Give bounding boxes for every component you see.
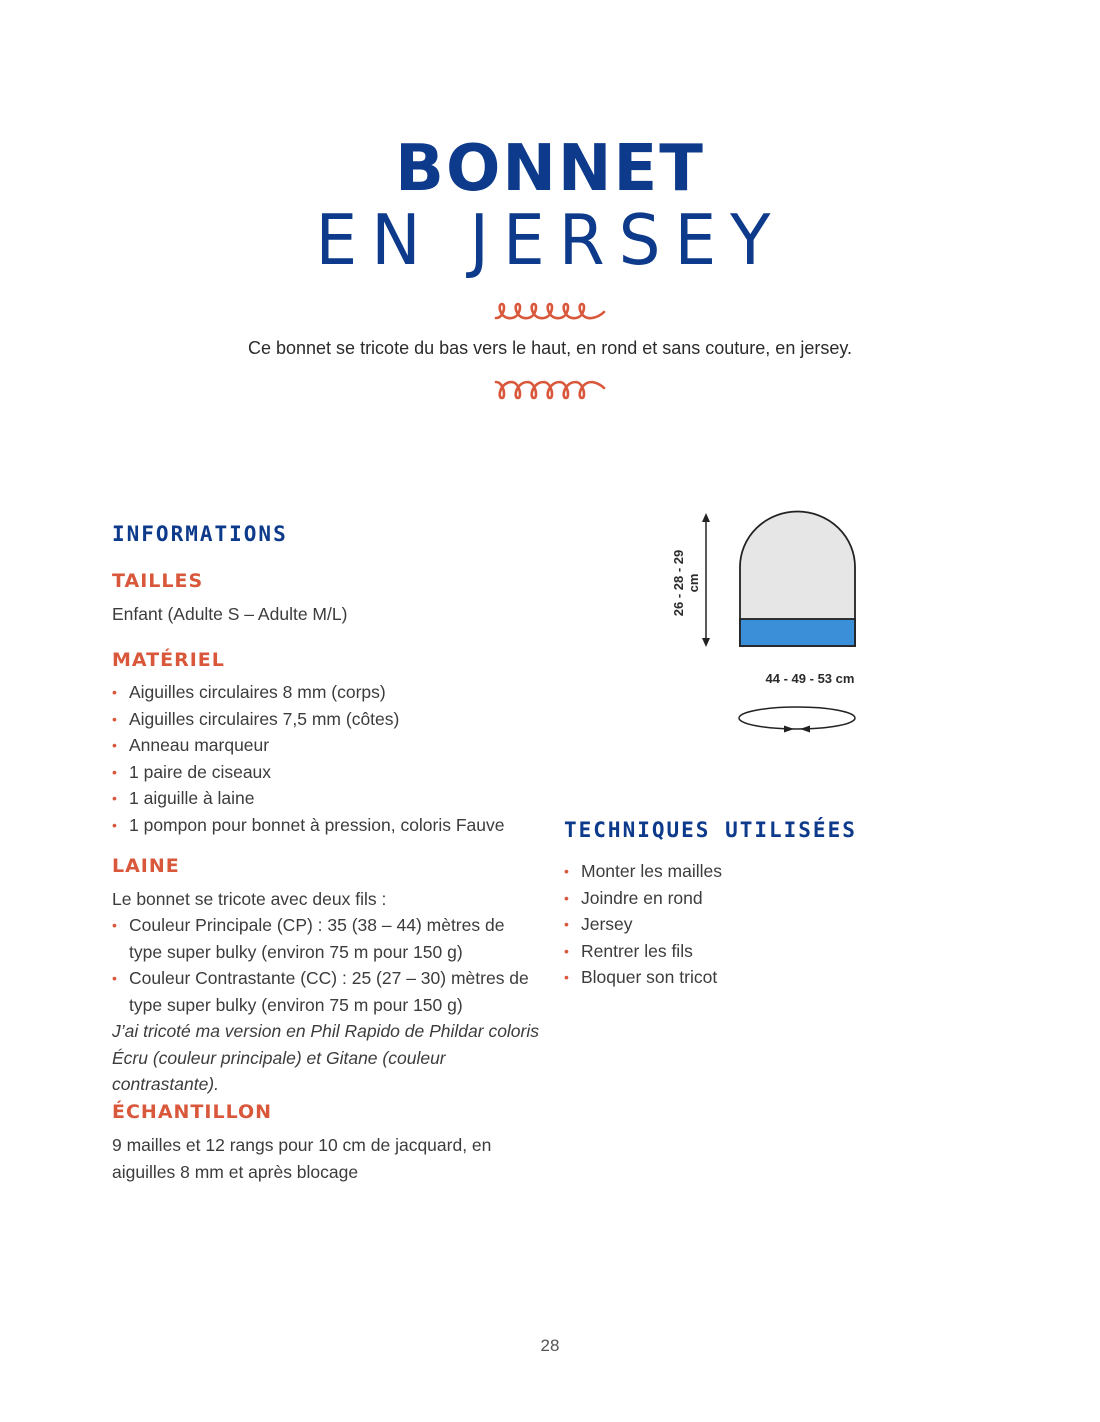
squiggle-decoration-top — [494, 300, 606, 326]
hat-diagram — [670, 505, 870, 745]
list-item: • Anneau marqueur — [112, 732, 552, 759]
laine-intro: Le bonnet se tricote avec deux fils : — [112, 889, 387, 909]
squiggle-decoration-bottom — [494, 376, 606, 402]
techniques-heading: TECHNIQUES UTILISÉES — [564, 818, 857, 842]
height-arrow-top — [702, 513, 710, 522]
circumference-ellipse — [739, 707, 855, 729]
list-item: • 1 paire de ciseaux — [112, 759, 552, 786]
informations-heading: INFORMATIONS — [112, 522, 288, 546]
materiel-heading: MATÉRIEL — [112, 649, 225, 671]
list-item: • 1 pompon pour bonnet à pression, coloris Fauve — [112, 812, 552, 839]
list-item: • Rentrer les fils — [564, 938, 864, 965]
page-number: 28 — [540, 1336, 560, 1355]
height-arrow-bottom — [702, 638, 710, 647]
list-item: • Joindre en rond — [564, 885, 864, 912]
list-item: • Couleur Principale (CP) : 35 (38 – 44) mètres de type super bulky (environ 75 m pour 150 g) — [112, 912, 542, 965]
materiel-list — [112, 679, 552, 838]
width-label: 44 - 49 - 53 cm — [765, 671, 855, 686]
subtitle: Ce bonnet se tricote du bas vers le haut, en rond et sans couture, en jersey. — [247, 338, 853, 358]
echantillon-heading: ÉCHANTILLON — [112, 1101, 273, 1123]
list-item: • Jersey — [564, 911, 864, 938]
height-label: 26 - 28 - 29 cm — [671, 549, 701, 617]
circumference-arrow-left — [800, 726, 810, 733]
tailles-text: Enfant (Adulte S – Adulte M/L) — [112, 604, 348, 624]
list-item: • Aiguilles circulaires 8 mm (corps) — [112, 679, 552, 706]
page-title-line2: EN JERSEY — [315, 200, 785, 281]
list-item: • 1 aiguille à laine — [112, 785, 552, 812]
tailles-heading: TAILLES — [112, 570, 204, 592]
page-title-line1: BONNET — [395, 132, 705, 206]
list-item: • Bloquer son tricot — [564, 964, 864, 991]
laine-heading: LAINE — [112, 855, 180, 877]
list-item: • Aiguilles circulaires 7,5 mm (côtes) — [112, 706, 552, 733]
laine-note: J’ai tricoté ma version en Phil Rapido de Phildar coloris Écru (couleur principale) et Gitane (couleur contrastante). — [112, 1021, 540, 1094]
list-item: • Monter les mailles — [564, 858, 864, 885]
circumference-arrow-right — [784, 726, 794, 733]
laine-list — [112, 912, 542, 1018]
list-item: • Couleur Contrastante (CC) : 25 (27 – 30) mètres de type super bulky (environ 75 m pour 150 g) — [112, 965, 542, 1018]
echantillon-text: 9 mailles et 12 rangs pour 10 cm de jacquard, en aiguilles 8 mm et après blocage — [112, 1135, 492, 1182]
techniques-list — [564, 858, 864, 991]
hat-contrast-band — [740, 619, 855, 646]
